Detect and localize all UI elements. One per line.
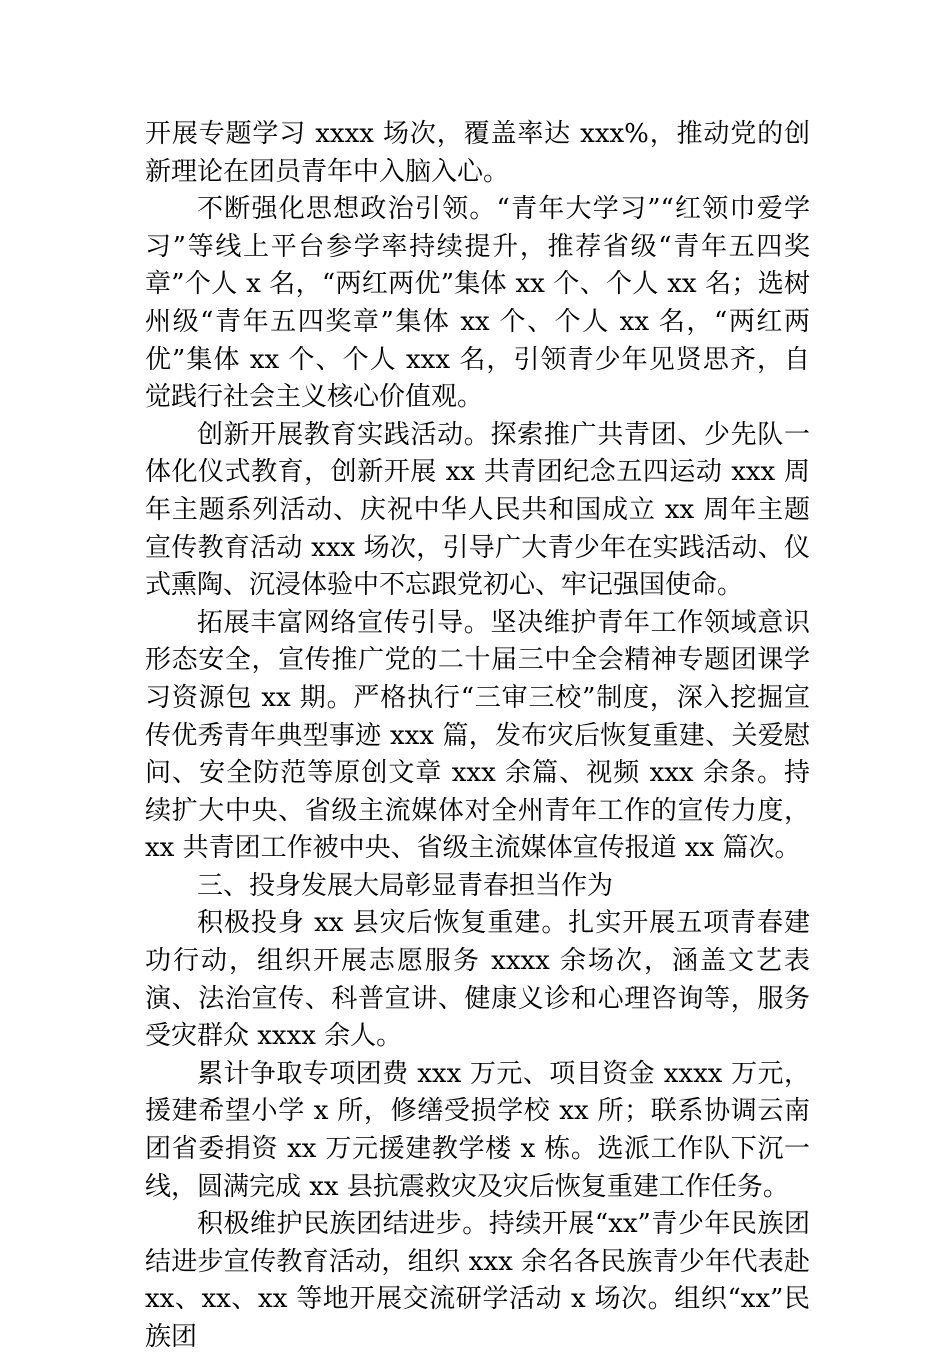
document-body [145,116,810,1357]
paragraph-6: 累计争取专项团费 xxx 万元、项目资金 xxxx 万元，援建希望小学 x 所，修缮受损学校 xx 所；联系协调云南团省委捐资 xx 万元援建教学楼 x 栋。选派工作队下沉一线，圆满完成 xx 县抗震救灾及灾后恢复重建工作任务。 [145,1058,810,1202]
paragraph-1: 开展专题学习 xxxx 场次，覆盖率达 xxx%，推动党的创新理论在团员青年中入脑入心。 [145,119,810,187]
paragraph-3: 创新开展教育实践活动。探索推广共青团、少先队一体化仪式教育，创新开展 xx 共青团纪念五四运动 xxx 周年主题系列活动、庆祝中华人民共和国成立 xx 周年主题宣传教育活动 xxx 场次，引导广大青少年在实践活动、仪式熏陶、沉浸体验中不忘跟党初心、牢记强国使命。 [145,419,810,601]
paragraph-5: 积极投身 xx 县灾后恢复重建。扎实开展五项青春建功行动，组织开展志愿服务 xxxx 余场次，涵盖文艺表演、法治宣传、科普宣讲、健康义诊和心理咨询等，服务受灾群众 xxxx 余人。 [145,908,810,1052]
paragraph-4: 拓展丰富网络宣传引导。坚决维护青年工作领域意识形态安全，宣传推广党的二十届三中全会精神专题团课学习资源包 xx 期。严格执行“三审三校”制度，深入挖掘宣传优秀青年典型事迹 xxx 篇，发布灾后恢复重建、关爱慰问、安全防范等原创文章 xxx 余篇、视频 xxx 余条。持续扩大中央、省级主流媒体对全州青年工作的宣传力度，xx 共青团工作被中央、省级主流媒体宣传报道 xx 篇次。 [145,607,810,864]
section-heading: 三、投身发展大局彰显青春担当作为 [197,870,614,901]
paragraph-2: 不断强化思想政治引领。“青年大学习”“红领巾爱学习”等线上平台参学率持续提升，推荐省级“青年五四奖章”个人 x 名，“两红两优”集体 xx 个、个人 xx 名；选树州级“青年五四奖章”集体 xx 个、个人 xx 名，“两红两优”集体 xx 个、个人 xxx 名，引领青少年见贤思齐，自觉践行社会主义核心价值观。 [145,194,810,413]
paragraph-7: 积极维护民族团结进步。持续开展“xx”青少年民族团结进步宣传教育活动，组织 xxx 余名各民族青少年代表赴 xx、xx、xx 等地开展交流研学活动 x 场次。组织“xx”民族团 [145,1209,810,1352]
